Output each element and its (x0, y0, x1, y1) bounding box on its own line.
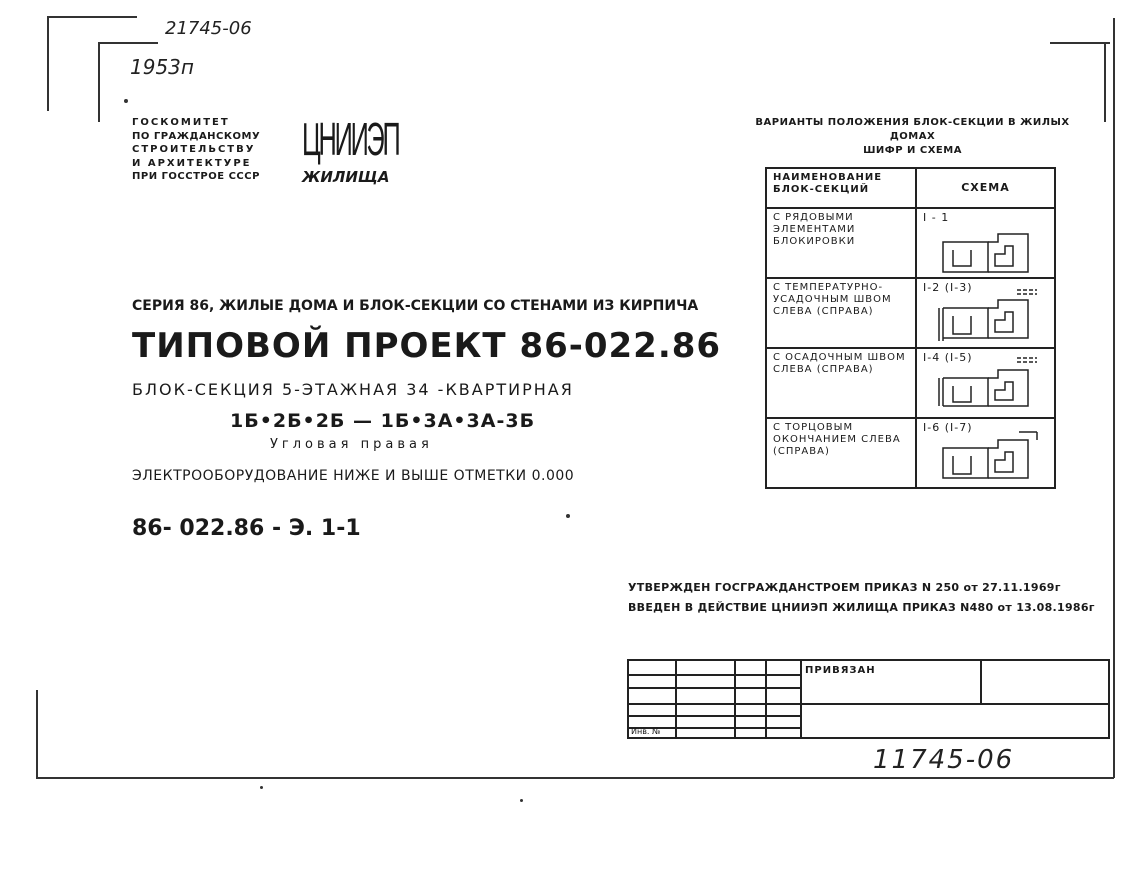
stamp-row-line (629, 703, 1108, 705)
table-row (766, 208, 1055, 278)
section-codes: 1Б•2Б•2Б — 1Б•3А•3А-3Б (230, 410, 536, 432)
frame-inner-right-v (1104, 42, 1106, 122)
schema-drawing (933, 286, 1063, 341)
schema-drawing (933, 224, 1063, 274)
frame-inner-left-h (98, 42, 158, 44)
frame-bottom-h (36, 777, 1114, 779)
stamp-label: ПРИВЯЗАН (805, 665, 876, 676)
approval-line2: ВВЕДЕН В ДЕЙСТВИЕ ЦНИИЭП ЖИЛИЩА ПРИКАЗ N480 от 13.08.1986г (628, 601, 1095, 614)
stamp-divider (734, 661, 736, 737)
table-row (766, 278, 1055, 348)
stamp-row-line (629, 674, 800, 676)
stamp-row-line (629, 715, 800, 717)
stamp-divider (800, 661, 802, 737)
frame-bottom-left-v (36, 690, 38, 778)
variants-title (735, 116, 1090, 158)
row-schema (916, 418, 1055, 488)
stamp-divider (765, 661, 767, 737)
schema-code: I-4 (I-5) (923, 351, 973, 364)
speck (520, 799, 523, 802)
inventory-label: Инв. № (631, 727, 661, 736)
org-line: И АРХИТЕКТУРЕ (132, 157, 252, 169)
logo (302, 113, 478, 186)
header-name: НАИМЕНОВАНИЕ БЛОК-СЕКЦИЙ (766, 168, 916, 208)
row-name: С РЯДОВЫМИ ЭЛЕМЕНТАМИ БЛОКИРОВКИ (766, 208, 916, 278)
row-name: С ОСАДОЧНЫМ ШВОМ СЛЕВА (СПРАВА) (766, 348, 916, 418)
variants-title-line1: ВАРИАНТЫ ПОЛОЖЕНИЯ БЛОК-СЕКЦИИ В ЖИЛЫХ ДОМАХ (755, 117, 1070, 142)
schema-code: I-6 (I-7) (923, 421, 973, 434)
series-line: СЕРИЯ 86, ЖИЛЫЕ ДОМА И БЛОК-СЕКЦИИ СО СТЕНАМИ ИЗ КИРПИЧА (132, 298, 699, 314)
handwritten-top-number: 21745-06 (165, 18, 252, 39)
speck (566, 514, 570, 518)
stamp-divider (675, 661, 677, 737)
table-header-row (766, 168, 1055, 208)
electro-line: ЭЛЕКТРООБОРУДОВАНИЕ НИЖЕ И ВЫШЕ ОТМЕТКИ 0.000 (132, 468, 575, 484)
logo-main-text: ЦНИИЭП (302, 113, 399, 165)
frame-top-right-v (1113, 18, 1115, 778)
table-row (766, 418, 1055, 488)
org-line: ГОСКОМИТЕТ (132, 117, 230, 128)
table-row (766, 348, 1055, 418)
corner-type: Угловая правая (270, 437, 433, 452)
schema-code: I-2 (I-3) (923, 281, 973, 294)
schema-code: I - 1 (923, 211, 950, 224)
schema-drawing (933, 356, 1063, 411)
block-section-line: БЛОК-СЕКЦИЯ 5-ЭТАЖНАЯ 34 -КВАРТИРНАЯ (132, 380, 574, 399)
org-line: СТРОИТЕЛЬСТВУ (132, 144, 256, 155)
speck (260, 786, 263, 789)
header-schema: СХЕМА (916, 168, 1055, 208)
frame-inner-right-h (1050, 42, 1110, 44)
row-schema (916, 348, 1055, 418)
document-number: 86- 022.86 - Э. 1-1 (132, 516, 361, 541)
handwritten-bottom-number: 11745-06 (873, 745, 1015, 775)
schema-drawing (933, 426, 1063, 481)
frame-inner-left-v (98, 42, 100, 122)
stamp-row-line (629, 687, 800, 689)
stamp-divider (980, 661, 982, 703)
variants-title-line2: ШИФР И СХЕМА (863, 145, 962, 156)
org-line: ПО ГРАЖДАНСКОМУ (132, 130, 261, 142)
stamp-table (627, 659, 1110, 739)
approval-line1: УТВЕРЖДЕН ГОСГРАЖДАНСТРОЕМ ПРИКАЗ N 250 от 27.11.1969г (628, 581, 1061, 594)
handwritten-year: 1953п (130, 55, 194, 79)
row-schema (916, 208, 1055, 278)
variants-table (765, 167, 1056, 489)
project-title: ТИПОВОЙ ПРОЕКТ 86-022.86 (132, 326, 722, 366)
row-name: С ТОРЦОВЫМ ОКОНЧАНИЕМ СЛЕВА (СПРАВА) (766, 418, 916, 488)
speck (124, 99, 128, 103)
row-schema (916, 278, 1055, 348)
frame-top-left-v (47, 16, 49, 111)
org-line: ПРИ ГОССТРОЕ СССР (132, 171, 260, 182)
logo-sub-text: ЖИЛИЩА (302, 168, 390, 186)
organization-block (132, 116, 260, 184)
frame-top-left-h (47, 16, 137, 18)
approval-block (628, 578, 1095, 618)
row-name: С ТЕМПЕРАТУРНО-УСАДОЧНЫМ ШВОМ СЛЕВА (СПРАВА) (766, 278, 916, 348)
